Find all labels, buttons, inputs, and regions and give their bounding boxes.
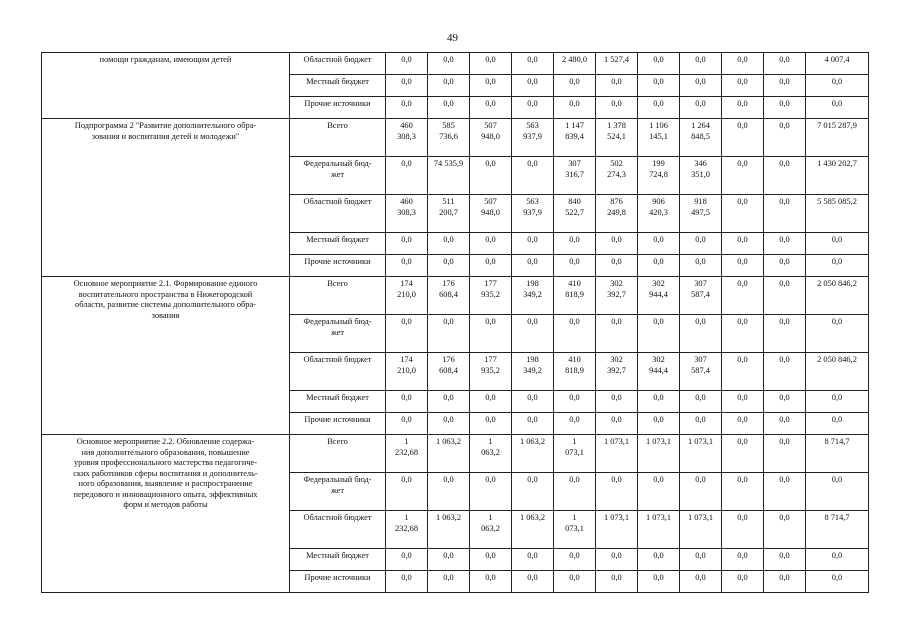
year-value-cell: 0,0 [638,97,680,119]
funding-source-cell: Федеральный бюд- жет [290,315,386,353]
total-value-cell: 2 050 846,2 [806,277,869,315]
total-value-cell: 0,0 [806,391,869,413]
funding-source-cell: Местный бюджет [290,233,386,255]
year-value-cell: 0,0 [764,511,806,549]
year-value-cell: 0,0 [428,391,470,413]
year-value-cell: 0,0 [596,549,638,571]
funding-source-cell: Всего [290,277,386,315]
year-value-cell: 0,0 [722,315,764,353]
year-value-cell: 346 351,0 [680,157,722,195]
year-value-cell: 906 420,3 [638,195,680,233]
year-value-cell: 0,0 [428,473,470,511]
funding-source-cell: Местный бюджет [290,549,386,571]
total-value-cell: 5 585 085,2 [806,195,869,233]
year-value-cell: 0,0 [470,233,512,255]
year-value-cell: 0,0 [512,473,554,511]
year-value-cell: 0,0 [722,53,764,75]
year-value-cell: 0,0 [638,391,680,413]
year-value-cell: 0,0 [470,549,512,571]
funding-source-cell: Областной бюджет [290,353,386,391]
year-value-cell: 0,0 [764,473,806,511]
year-value-cell: 0,0 [470,413,512,435]
year-value-cell: 0,0 [428,233,470,255]
year-value-cell: 563 937,9 [512,119,554,157]
year-value-cell: 0,0 [764,315,806,353]
total-value-cell: 1 430 202,7 [806,157,869,195]
year-value-cell: 1 063,2 [512,511,554,549]
year-value-cell: 0,0 [470,255,512,277]
year-value-cell: 0,0 [722,255,764,277]
year-value-cell: 0,0 [764,413,806,435]
year-value-cell: 0,0 [386,391,428,413]
year-value-cell: 0,0 [638,473,680,511]
funding-source-cell: Федеральный бюд- жет [290,473,386,511]
total-value-cell: 0,0 [806,549,869,571]
year-value-cell: 0,0 [386,473,428,511]
year-value-cell: 0,0 [554,413,596,435]
total-value-cell: 7 015 287,9 [806,119,869,157]
year-value-cell: 502 274,3 [596,157,638,195]
year-value-cell: 0,0 [470,315,512,353]
year-value-cell: 74 535,9 [428,157,470,195]
year-value-cell: 0,0 [596,315,638,353]
year-value-cell: 0,0 [638,549,680,571]
year-value-cell: 0,0 [638,413,680,435]
year-value-cell: 0,0 [764,75,806,97]
table-row [42,119,869,157]
year-value-cell: 0,0 [722,413,764,435]
year-value-cell: 0,0 [680,315,722,353]
year-value-cell: 0,0 [722,435,764,473]
year-value-cell: 0,0 [554,391,596,413]
total-value-cell: 0,0 [806,571,869,593]
year-value-cell: 0,0 [680,255,722,277]
funding-source-cell: Всего [290,435,386,473]
year-value-cell: 1 073,1 [638,511,680,549]
year-value-cell: 176 608,4 [428,277,470,315]
table-row [42,435,869,473]
year-value-cell: 0,0 [386,53,428,75]
year-value-cell: 307 587,4 [680,277,722,315]
year-value-cell: 1 106 145,1 [638,119,680,157]
year-value-cell: 0,0 [386,571,428,593]
year-value-cell: 876 249,8 [596,195,638,233]
budget-table-body [42,53,869,593]
funding-source-cell: Всего [290,119,386,157]
year-value-cell: 511 200,7 [428,195,470,233]
year-value-cell: 0,0 [554,233,596,255]
year-value-cell: 0,0 [680,413,722,435]
table-row [42,53,869,75]
year-value-cell: 0,0 [470,473,512,511]
funding-source-cell: Местный бюджет [290,391,386,413]
funding-source-cell: Областной бюджет [290,195,386,233]
year-value-cell: 302 392,7 [596,277,638,315]
year-value-cell: 0,0 [386,157,428,195]
year-value-cell: 0,0 [680,97,722,119]
year-value-cell: 0,0 [470,53,512,75]
year-value-cell: 840 522,7 [554,195,596,233]
year-value-cell: 0,0 [764,353,806,391]
year-value-cell: 0,0 [722,157,764,195]
year-value-cell: 585 736,6 [428,119,470,157]
year-value-cell: 0,0 [596,391,638,413]
year-value-cell: 0,0 [764,571,806,593]
total-value-cell: 0,0 [806,97,869,119]
total-value-cell: 0,0 [806,233,869,255]
year-value-cell: 0,0 [764,255,806,277]
year-value-cell: 0,0 [470,391,512,413]
year-value-cell: 198 349,2 [512,353,554,391]
year-value-cell: 0,0 [638,233,680,255]
year-value-cell: 177 935,2 [470,277,512,315]
year-value-cell: 507 948,0 [470,195,512,233]
year-value-cell: 0,0 [638,75,680,97]
year-value-cell: 0,0 [512,549,554,571]
year-value-cell: 0,0 [512,53,554,75]
year-value-cell: 0,0 [680,473,722,511]
year-value-cell: 0,0 [722,233,764,255]
page-number: 49 [447,32,458,44]
year-value-cell: 0,0 [722,549,764,571]
total-value-cell: 0,0 [806,413,869,435]
year-value-cell: 1 073,1 [680,435,722,473]
year-value-cell: 176 608,4 [428,353,470,391]
year-value-cell: 1 378 524,1 [596,119,638,157]
year-value-cell: 0,0 [386,97,428,119]
year-value-cell: 1 147 839,4 [554,119,596,157]
year-value-cell: 0,0 [386,233,428,255]
year-value-cell: 0,0 [470,75,512,97]
year-value-cell: 0,0 [428,97,470,119]
year-value-cell: 0,0 [764,53,806,75]
funding-source-cell: Областной бюджет [290,53,386,75]
year-value-cell: 302 392,7 [596,353,638,391]
year-value-cell: 0,0 [680,53,722,75]
year-value-cell: 0,0 [596,97,638,119]
year-value-cell: 177 935,2 [470,353,512,391]
year-value-cell: 0,0 [386,75,428,97]
year-value-cell: 0,0 [428,413,470,435]
year-value-cell: 0,0 [764,549,806,571]
year-value-cell: 563 937,9 [512,195,554,233]
year-value-cell: 0,0 [428,255,470,277]
total-value-cell: 4 007,4 [806,53,869,75]
year-value-cell: 0,0 [554,97,596,119]
year-value-cell: 1 232,68 [386,435,428,473]
year-value-cell: 0,0 [680,75,722,97]
year-value-cell: 0,0 [512,571,554,593]
year-value-cell: 302 944,4 [638,277,680,315]
year-value-cell: 0,0 [596,473,638,511]
year-value-cell: 1 073,1 [554,511,596,549]
year-value-cell: 1 063,2 [512,435,554,473]
year-value-cell: 0,0 [428,315,470,353]
year-value-cell: 0,0 [428,549,470,571]
year-value-cell: 198 349,2 [512,277,554,315]
year-value-cell: 0,0 [386,413,428,435]
budget-table [41,52,869,593]
program-name-cell: Основное мероприятие 2.2. Обновление содержа- ния дополнительного образования, повышение уровня профессионального мастерства педагогиче- ских работников сферы воспитания и дополнитель- ного образования, выявление и распространение передового и инновационного опыта, эффективных форм и методов работы [42,435,290,593]
year-value-cell: 174 210,0 [386,277,428,315]
year-value-cell: 1 527,4 [596,53,638,75]
funding-source-cell: Местный бюджет [290,75,386,97]
year-value-cell: 1 063,2 [428,511,470,549]
year-value-cell: 0,0 [512,391,554,413]
year-value-cell: 1 073,1 [554,435,596,473]
year-value-cell: 0,0 [680,549,722,571]
year-value-cell: 0,0 [596,75,638,97]
year-value-cell: 0,0 [596,571,638,593]
year-value-cell: 0,0 [764,233,806,255]
year-value-cell: 0,0 [596,233,638,255]
year-value-cell: 0,0 [512,413,554,435]
year-value-cell: 0,0 [722,195,764,233]
year-value-cell: 0,0 [470,157,512,195]
year-value-cell: 0,0 [512,157,554,195]
year-value-cell: 0,0 [554,75,596,97]
funding-source-cell: Прочие источники [290,413,386,435]
year-value-cell: 0,0 [638,315,680,353]
year-value-cell: 1 063,2 [428,435,470,473]
year-value-cell: 0,0 [512,75,554,97]
year-value-cell: 307 587,4 [680,353,722,391]
year-value-cell: 0,0 [638,53,680,75]
year-value-cell: 0,0 [428,571,470,593]
year-value-cell: 0,0 [638,255,680,277]
year-value-cell: 1 264 848,5 [680,119,722,157]
year-value-cell: 199 724,8 [638,157,680,195]
year-value-cell: 302 944,4 [638,353,680,391]
total-value-cell: 0,0 [806,315,869,353]
year-value-cell: 174 210,0 [386,353,428,391]
year-value-cell: 0,0 [386,315,428,353]
year-value-cell: 0,0 [764,97,806,119]
year-value-cell: 0,0 [722,391,764,413]
year-value-cell: 0,0 [470,97,512,119]
year-value-cell: 0,0 [722,511,764,549]
funding-source-cell: Прочие источники [290,571,386,593]
year-value-cell: 460 308,3 [386,119,428,157]
year-value-cell: 0,0 [680,391,722,413]
total-value-cell: 0,0 [806,473,869,511]
funding-source-cell: Федеральный бюд- жет [290,157,386,195]
total-value-cell: 8 714,7 [806,435,869,473]
year-value-cell: 1 073,1 [638,435,680,473]
year-value-cell: 0,0 [428,53,470,75]
year-value-cell: 2 480,0 [554,53,596,75]
year-value-cell: 307 316,7 [554,157,596,195]
year-value-cell: 0,0 [596,413,638,435]
total-value-cell: 8 714,7 [806,511,869,549]
year-value-cell: 1 063,2 [470,511,512,549]
year-value-cell: 0,0 [722,119,764,157]
year-value-cell: 0,0 [764,157,806,195]
funding-source-cell: Областной бюджет [290,511,386,549]
year-value-cell: 918 497,5 [680,195,722,233]
year-value-cell: 1 073,1 [596,511,638,549]
year-value-cell: 0,0 [680,571,722,593]
funding-source-cell: Прочие источники [290,255,386,277]
program-name-cell: Основное мероприятие 2.1. Формирование единого воспитательного пространства в Нижегородской области, развитие системы дополнительного обра- зования [42,277,290,435]
year-value-cell: 0,0 [764,277,806,315]
year-value-cell: 0,0 [722,97,764,119]
program-name-cell: Подпрограмма 2 "Развитие дополнительного обра- зования и воспитания детей и молодежи" [42,119,290,277]
year-value-cell: 0,0 [764,119,806,157]
year-value-cell: 0,0 [512,233,554,255]
year-value-cell: 0,0 [722,571,764,593]
year-value-cell: 0,0 [722,75,764,97]
year-value-cell: 0,0 [512,97,554,119]
year-value-cell: 410 818,9 [554,353,596,391]
year-value-cell: 0,0 [680,233,722,255]
year-value-cell: 0,0 [554,549,596,571]
year-value-cell: 0,0 [554,255,596,277]
program-name-cell: помощи гражданам, имеющим детей [42,53,290,119]
year-value-cell: 0,0 [554,315,596,353]
year-value-cell: 0,0 [638,571,680,593]
year-value-cell: 0,0 [386,255,428,277]
year-value-cell: 0,0 [470,571,512,593]
year-value-cell: 460 308,3 [386,195,428,233]
table-row [42,277,869,315]
total-value-cell: 0,0 [806,75,869,97]
year-value-cell: 0,0 [764,435,806,473]
year-value-cell: 0,0 [512,255,554,277]
year-value-cell: 507 948,0 [470,119,512,157]
year-value-cell: 1 232,68 [386,511,428,549]
year-value-cell: 0,0 [554,473,596,511]
year-value-cell: 0,0 [722,473,764,511]
year-value-cell: 0,0 [386,549,428,571]
year-value-cell: 1 073,1 [680,511,722,549]
year-value-cell: 0,0 [764,391,806,413]
year-value-cell: 410 818,9 [554,277,596,315]
year-value-cell: 0,0 [764,195,806,233]
funding-source-cell: Прочие источники [290,97,386,119]
year-value-cell: 1 073,1 [596,435,638,473]
year-value-cell: 0,0 [596,255,638,277]
total-value-cell: 0,0 [806,255,869,277]
total-value-cell: 2 050 846,2 [806,353,869,391]
year-value-cell: 0,0 [722,277,764,315]
year-value-cell: 0,0 [512,315,554,353]
year-value-cell: 0,0 [722,353,764,391]
year-value-cell: 0,0 [554,571,596,593]
year-value-cell: 0,0 [428,75,470,97]
year-value-cell: 1 063,2 [470,435,512,473]
